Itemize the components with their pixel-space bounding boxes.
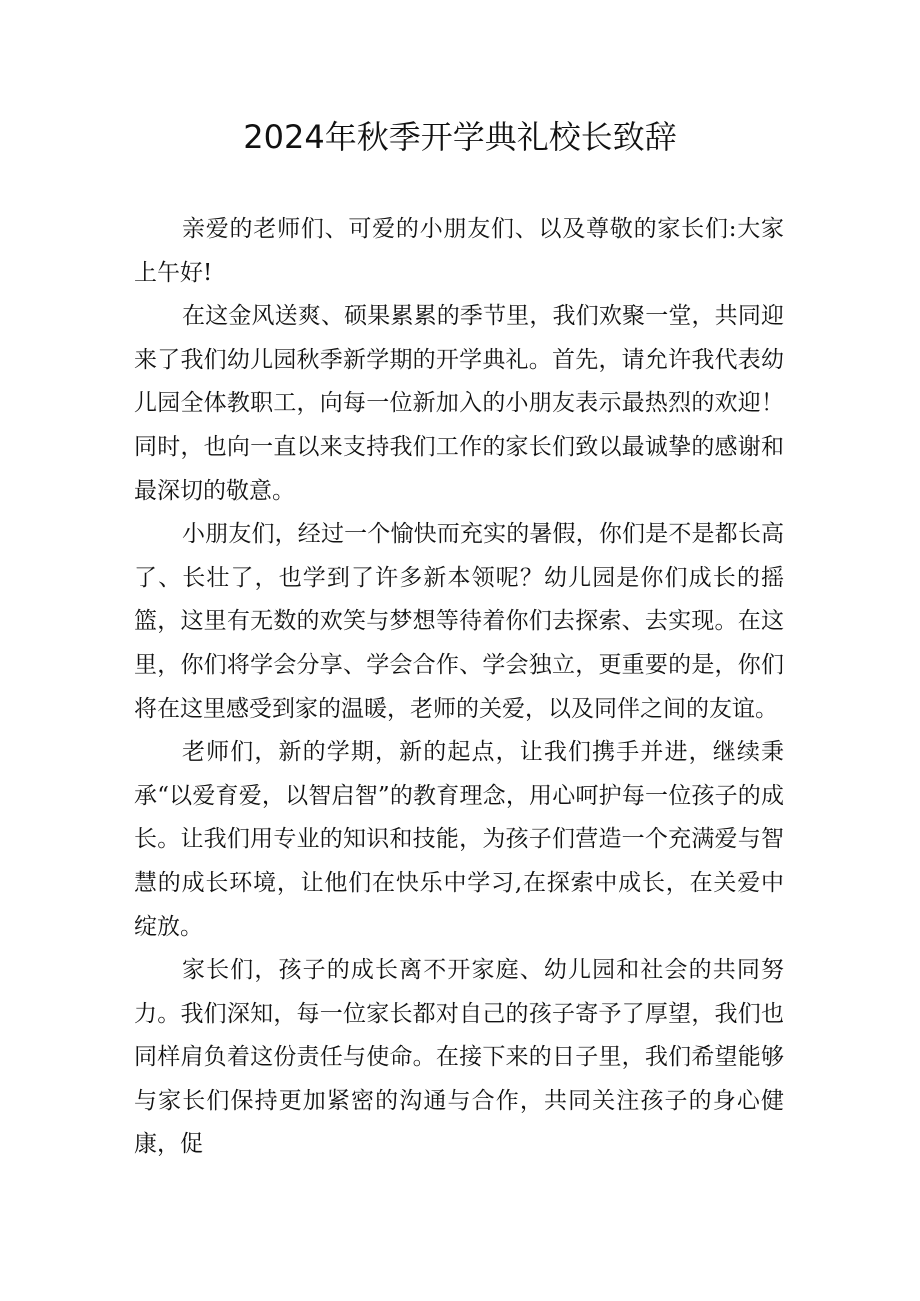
paragraph-greeting: 亲爱的老师们、可爱的小朋友们、以及尊敬的家长们:大家上午好! [134,216,784,286]
paragraph-welcome: 在这金风送爽、硕果累累的季节里，我们欢聚一堂，共同迎来了我们幼儿园秋季新学期的开学典礼。首先，请允许我代表幼儿园全体教职工，向每一位新加入的小朋友表示最热烈的欢迎！同时，也向一直以来支持我们工作的家长们致以最诚挚的感谢和最深切的敬意。 [134,303,784,504]
speech-body [134,208,784,1167]
paragraph-parents: 家长们，孩子的成长离不开家庭、幼儿园和社会的共同努力。我们深知，每一位家长都对自己的孩子寄予了厚望，我们也同样肩负着这份责任与使命。在接下来的日子里，我们希望能够与家长们保持更加紧密的沟通与合作，共同关注孩子的身心健康，促 [134,957,784,1158]
paragraph-teachers: 老师们，新的学期，新的起点，让我们携手并进，继续秉承“以爱育爱，以智启智”的教育理念，用心呵护每一位孩子的成长。让我们用专业的知识和技能，为孩子们营造一个充满爱与智慧的成长环境，让他们在快乐中学习,在探索中成长，在关爱中绽放。 [134,739,784,940]
page-title: 2024年秋季开学典礼校长致辞 [243,118,677,156]
paragraph-children: 小朋友们，经过一个愉快而充实的暑假，你们是不是都长高了、长壮了，也学到了许多新本领呢？幼儿园是你们成长的摇篮，这里有无数的欢笑与梦想等待着你们去探索、去实现。在这里，你们将学会分享、学会合作、学会独立，更重要的是，你们将在这里感受到家的温暖，老师的关爱，以及同伴之间的友谊。 [134,521,784,722]
